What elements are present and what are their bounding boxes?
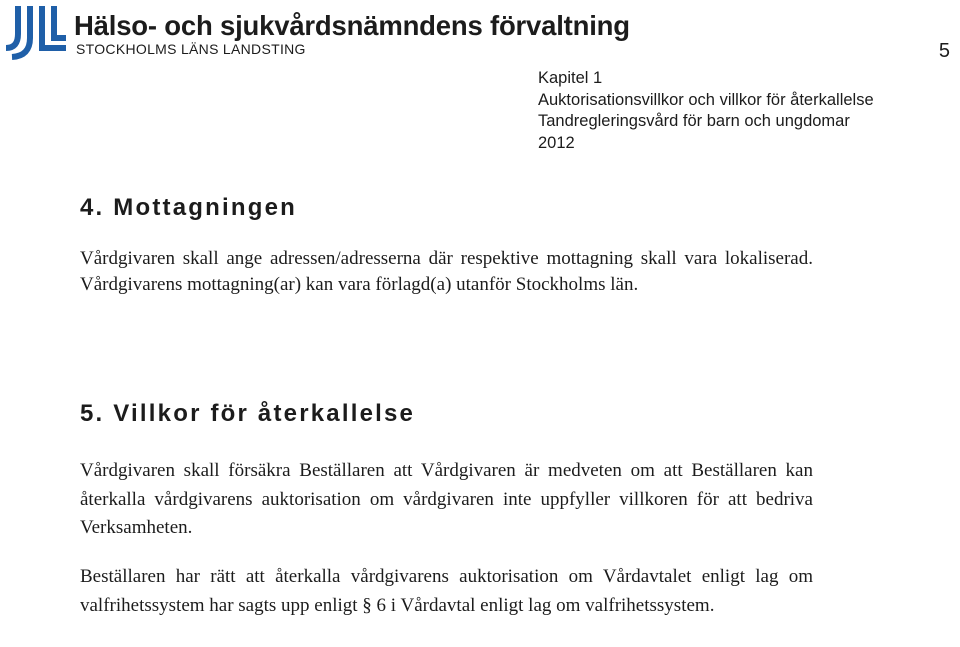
organization-subtitle: STOCKHOLMS LÄNS LANDSTING: [76, 41, 306, 57]
chapter-subtitle: Tandregleringsvård för barn och ungdomar: [538, 112, 850, 130]
chapter-year: 2012: [538, 133, 575, 152]
section-paragraph: Beställaren har rätt att återkalla vårdgivarens auktorisation om Vårdavtalet enligt lag om valfrihetssystem har sagts upp enligt § 6 i Vårdavtal enligt lag om valfrihetssystem.: [80, 566, 813, 616]
section-heading-mottagningen: 4. Mottagningen: [80, 194, 297, 221]
page-number: 5: [938, 40, 950, 62]
section-paragraph: Vårdgivaren skall försäkra Beställaren att Vårdgivaren är medveten om att Beställaren kan återkalla vårdgivarens auktorisation om vårdgivaren inte uppfyller villkoren för att bedriva Verksamheten.: [80, 460, 813, 538]
section-paragraph: Vårdgivaren skall ange adressen/adresserna där respektive mottagning skall vara lokaliserad. Vårdgivarens mottagning(ar) kan vara förlagd(a) utanför Stockholms län.: [80, 248, 813, 295]
sll-logo-icon: [4, 4, 68, 60]
chapter-label: Kapitel 1: [538, 69, 603, 87]
section-heading-villkor: 5. Villkor för återkallelse: [80, 400, 416, 427]
chapter-meta: [538, 68, 874, 154]
chapter-title: Auktorisationsvillkor och villkor för återkallelse: [538, 90, 874, 109]
organization-name: Hälso- och sjukvårdsnämndens förvaltning: [74, 10, 630, 41]
